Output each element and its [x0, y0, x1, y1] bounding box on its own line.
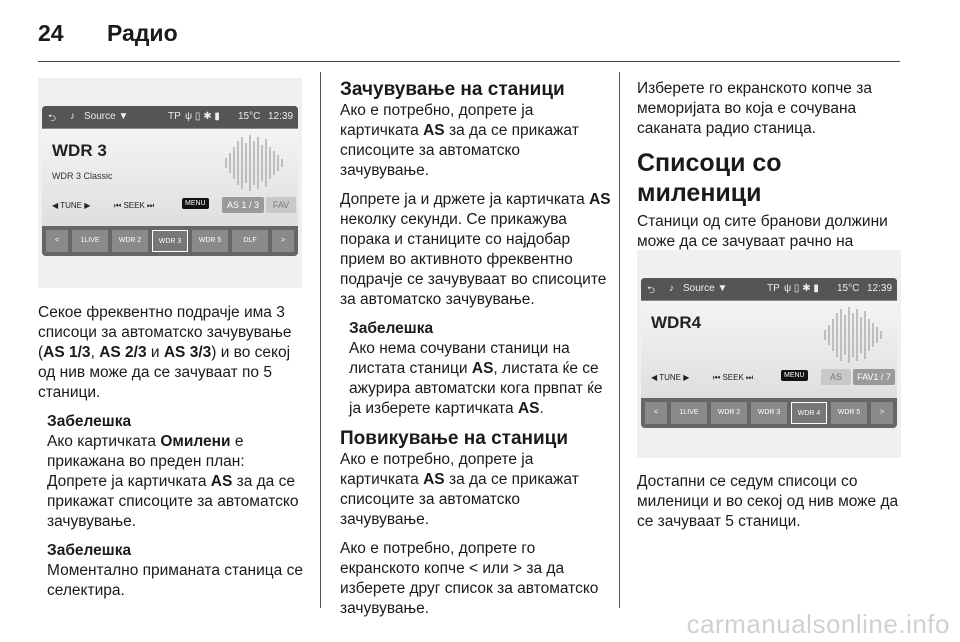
fav-tab[interactable]: FAV1 / 7 — [853, 369, 895, 385]
bold-text: AS — [423, 122, 445, 139]
page-number: 24 — [38, 20, 64, 46]
status-icons: ψ ▯ ✱ ▮ — [185, 111, 220, 122]
section-heading: Зачувување на станици — [340, 79, 565, 100]
tune-label: TUNE — [659, 373, 682, 382]
text: за да се прикажат списоците за автоматско зачувување. — [47, 473, 299, 530]
next-list-icon[interactable]: > — [272, 230, 294, 252]
text: . — [539, 400, 544, 417]
note-title: Забелешка — [47, 542, 132, 559]
section-heading: Повикување на станици — [340, 428, 569, 449]
menu-button[interactable]: MENU — [781, 370, 808, 381]
as-tab[interactable]: AS — [821, 369, 851, 385]
audio-wave-graphic — [821, 305, 891, 365]
preset-bar — [42, 226, 298, 256]
bold-text: AS 2/3 — [99, 344, 147, 361]
paragraph: Станици од сите бранови должини може да се зачуваат рачно на — [637, 213, 888, 250]
bold-text: AS — [589, 191, 611, 208]
text: Допрете ја и држете ја картичката — [340, 191, 590, 208]
header-divider — [38, 61, 900, 62]
back-icon[interactable]: ⮌ — [48, 113, 57, 124]
seek-forward-icon[interactable]: ⏭ — [746, 373, 754, 382]
text: Ако е потребно, допрете ја картичката — [340, 102, 534, 139]
paragraph: Изберете го екранското копче за меморијата во која е сочувана саканата радио станица. — [637, 80, 872, 137]
tune-control[interactable] — [651, 373, 689, 382]
music-note-icon: ♪ — [70, 111, 75, 122]
note-text — [349, 339, 612, 419]
watermark-url: carmanualsonline.info — [686, 609, 950, 639]
note-text — [47, 472, 310, 532]
right-column-bottom — [637, 472, 905, 541]
preset-button[interactable]: WDR 2 — [112, 230, 148, 252]
column-divider-2 — [619, 72, 620, 608]
note-title: Забелешка — [47, 413, 132, 430]
prev-list-icon[interactable]: < — [645, 402, 667, 424]
station-subtitle: WDR 3 Classic — [52, 171, 113, 181]
section-heading: Списоци со миленици — [637, 149, 782, 207]
text: и — [146, 344, 164, 361]
note-block — [349, 319, 612, 419]
text: неколку секунди. Се прикажува порака и станиците со најдобар прием во активното фреквентно подрачје се зачувуваат во списоците за автоматско зачувување. — [340, 211, 607, 308]
text: Допрете ја картичката — [47, 473, 211, 490]
bold-text: AS 3/3 — [163, 344, 212, 361]
seek-back-icon[interactable]: ⏮ — [713, 373, 721, 382]
paragraph — [340, 450, 612, 530]
note-title: Забелешка — [349, 320, 434, 337]
radio-screen-figure-2 — [637, 250, 901, 458]
bold-text: AS 1/3 — [43, 344, 91, 361]
text: за да се прикажат списоците за автоматско зачувување. — [340, 122, 579, 179]
tune-control[interactable] — [52, 201, 90, 210]
prev-list-icon[interactable]: < — [46, 230, 68, 252]
text: за да се прикажат списоците за автоматско зачувување. — [340, 471, 579, 528]
tp-indicator: TP — [767, 283, 780, 294]
clock: 12:39 — [867, 283, 893, 294]
seek-control[interactable] — [114, 201, 154, 211]
tp-indicator: TP — [168, 111, 181, 122]
status-bar — [641, 278, 897, 301]
bold-text: AS — [210, 473, 233, 490]
bold-text: AS — [471, 360, 494, 377]
text: Ако е потребно, допрете ја картичката — [340, 451, 534, 488]
bold-text: AS — [423, 471, 445, 488]
page-title: Радио — [107, 20, 178, 46]
column-divider-1 — [320, 72, 321, 608]
paragraph: Ако е потребно, допрете го екранското копче < или > за да изберете друг список за автоматско зачувување. — [340, 540, 599, 617]
fav-tab[interactable]: FAV — [266, 197, 296, 213]
tune-label: TUNE — [60, 201, 83, 210]
text: Ако нема сочувани станици на листата станици — [349, 340, 570, 377]
preset-button[interactable]: WDR 5 — [192, 230, 228, 252]
seek-control[interactable] — [713, 373, 753, 383]
radio-screen — [42, 106, 298, 256]
tune-right-icon[interactable]: ▶ — [84, 201, 91, 210]
text: Секое фреквентно подрачје има 3 списоци за автоматско зачувување ( — [38, 304, 292, 361]
preset-button[interactable]: 1LIVE — [671, 402, 707, 424]
status-icons: ψ ▯ ✱ ▮ — [784, 283, 819, 294]
source-dropdown[interactable]: Source ▼ — [84, 111, 129, 122]
seek-label: SEEK — [123, 201, 145, 210]
paragraph — [340, 190, 612, 310]
paragraph — [38, 303, 310, 403]
next-list-icon[interactable]: > — [871, 402, 893, 424]
radio-screen-figure-1 — [38, 78, 302, 288]
tune-left-icon[interactable]: ◀ — [651, 373, 658, 382]
temperature: 15°C — [238, 111, 261, 122]
preset-button-selected[interactable]: WDR 3 — [152, 230, 188, 252]
paragraph — [340, 101, 612, 181]
music-note-icon: ♪ — [669, 283, 674, 294]
source-dropdown[interactable]: Source ▼ — [683, 283, 728, 294]
as-tab[interactable]: AS 1 / 3 — [222, 197, 264, 213]
preset-button[interactable]: WDR 3 — [751, 402, 787, 424]
preset-button[interactable]: 1LIVE — [72, 230, 108, 252]
text: Ако картичката — [47, 433, 161, 450]
preset-button[interactable]: WDR 2 — [711, 402, 747, 424]
station-name: WDR 3 — [52, 141, 107, 160]
preset-button[interactable]: DLF — [232, 230, 268, 252]
audio-wave-graphic — [222, 133, 292, 193]
radio-screen — [641, 278, 897, 428]
seek-forward-icon[interactable]: ⏭ — [147, 201, 155, 210]
note-text: Моментално приманата станица се селектира. — [47, 562, 303, 599]
left-column — [38, 303, 310, 601]
preset-button[interactable]: WDR 5 — [831, 402, 867, 424]
note-text — [47, 432, 310, 472]
bold-text: Омилени — [160, 433, 231, 450]
middle-column — [340, 79, 612, 628]
bold-text: AS — [517, 400, 540, 417]
clock: 12:39 — [268, 111, 294, 122]
tune-right-icon[interactable]: ▶ — [683, 373, 690, 382]
station-name: WDR4 — [651, 313, 702, 332]
text: е прикажана во преден план: — [47, 433, 245, 470]
preset-bar — [641, 398, 897, 428]
text: , листата ќе се ажурира автоматски кога првпат ќе ја изберете картичката — [349, 360, 603, 417]
paragraph: Достапни се седум списоци со миленици и во секој од нив може да се зачуваат 5 станици. — [637, 473, 899, 530]
seek-back-icon[interactable]: ⏮ — [114, 201, 122, 210]
menu-button[interactable]: MENU — [182, 198, 209, 209]
seek-label: SEEK — [722, 373, 744, 382]
text: , — [90, 344, 100, 361]
text: ) и во секој од нив може да се зачуваат по 5 станици. — [38, 344, 291, 401]
status-bar — [42, 106, 298, 129]
preset-button-selected[interactable]: WDR 4 — [791, 402, 827, 424]
temperature: 15°C — [837, 283, 860, 294]
tune-left-icon[interactable]: ◀ — [52, 201, 59, 210]
back-icon[interactable]: ⮌ — [647, 285, 656, 296]
note-block — [47, 412, 310, 601]
